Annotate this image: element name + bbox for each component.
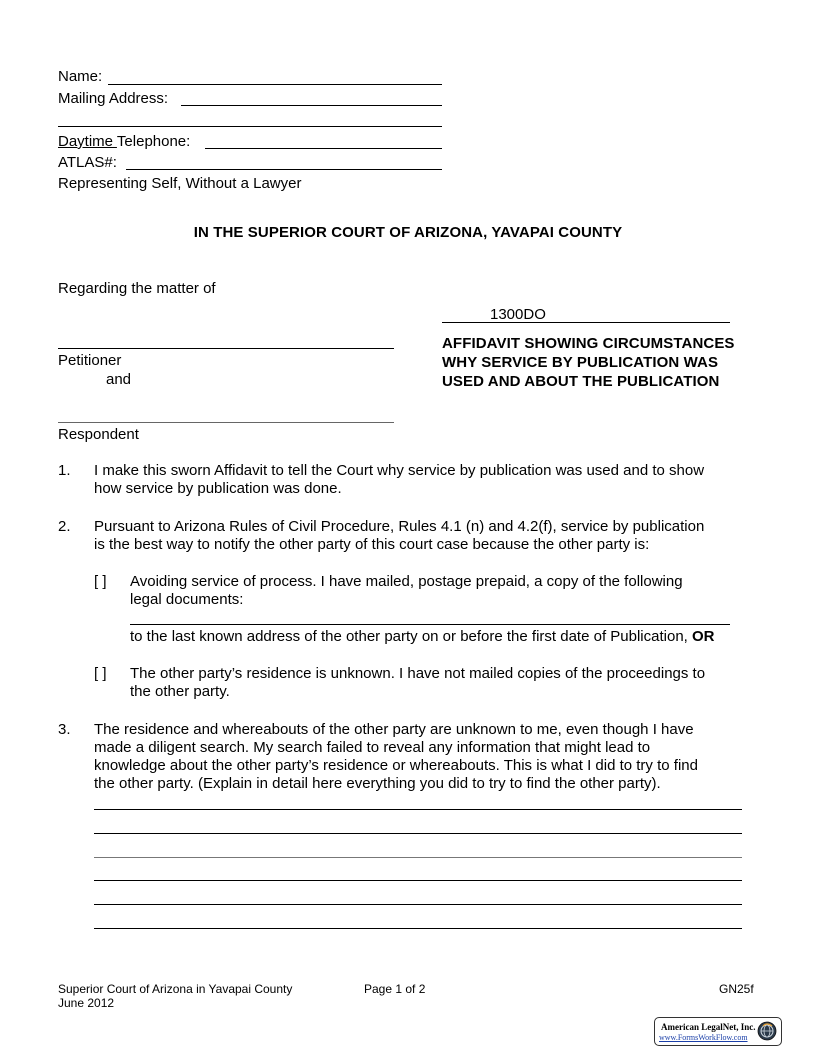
- mailing-address-field[interactable]: [181, 105, 442, 106]
- last-known-address-text: [130, 628, 715, 646]
- item-2-line: Pursuant to Arizona Rules of Civil Procedure, Rules 4.1 (n) and 4.2(f), service by publication: [94, 518, 705, 535]
- mailing-address-field-line2[interactable]: [58, 126, 442, 127]
- american-legalnet-badge[interactable]: [654, 1017, 782, 1046]
- petitioner-name-field[interactable]: [58, 348, 394, 349]
- atlas-label: ATLAS#:: [58, 154, 117, 171]
- option-avoiding-line: Avoiding service of process. I have mailed, postage prepaid, a copy of the following: [130, 573, 683, 590]
- badge-company-name: American LegalNet, Inc.: [661, 1022, 756, 1032]
- option-residence-unknown-line: the other party.: [130, 683, 230, 700]
- badge-url-link[interactable]: www.FormsWorkFlow.com: [659, 1033, 748, 1042]
- telephone-label-daytime: Daytime: [58, 133, 117, 150]
- footer-court-name: Superior Court of Arizona in Yavapai County: [58, 982, 293, 996]
- document-title-line: WHY SERVICE BY PUBLICATION WAS: [442, 354, 719, 371]
- item-2-line: is the best way to notify the other party of this court case because the other party is:: [94, 536, 650, 553]
- explanation-line[interactable]: [94, 833, 742, 834]
- legal-documents-field[interactable]: [130, 624, 730, 625]
- telephone-label-rest: Telephone:: [116, 133, 191, 150]
- document-title-line: AFFIDAVIT SHOWING CIRCUMSTANCES: [442, 335, 735, 352]
- item-1-number: 1.: [58, 462, 71, 479]
- atlas-field[interactable]: [126, 169, 442, 170]
- explanation-line[interactable]: [94, 880, 742, 881]
- respondent-label: Respondent: [58, 426, 139, 443]
- court-title: IN THE SUPERIOR COURT OF ARIZONA, YAVAPAI COUNTY: [193, 224, 623, 241]
- option-avoiding-checkbox[interactable]: [ ]: [94, 573, 107, 590]
- or-label: OR: [692, 628, 715, 645]
- option-residence-unknown-text: [130, 665, 705, 701]
- item-1-text: [94, 462, 704, 498]
- name-label: Name:: [58, 68, 103, 85]
- item-3-line: made a diligent search. My search failed to reveal any information that might lead to: [94, 739, 651, 756]
- footer-form-id: GN25f: [719, 982, 754, 996]
- respondent-name-field[interactable]: [58, 422, 394, 423]
- footer-page-number: Page 1 of 2: [364, 982, 426, 996]
- option-residence-unknown-checkbox[interactable]: [ ]: [94, 665, 107, 682]
- case-number-field[interactable]: [442, 322, 730, 323]
- explanation-line[interactable]: [94, 928, 742, 929]
- name-field[interactable]: [108, 84, 442, 85]
- explanation-line[interactable]: [94, 904, 742, 905]
- option-avoiding-line: legal documents:: [130, 591, 244, 608]
- item-1-line: I make this sworn Affidavit to tell the Court why service by publication was used and to show: [94, 462, 705, 479]
- explanation-line[interactable]: [94, 809, 742, 810]
- and-label: and: [106, 371, 132, 388]
- item-3-number: 3.: [58, 721, 71, 738]
- representing-self-text: Representing Self, Without a Lawyer: [58, 175, 302, 192]
- last-known-address-sentence: to the last known address of the other party on or before the first date of Publication,: [130, 628, 692, 645]
- option-avoiding-text: [130, 573, 683, 609]
- regarding-matter-label: Regarding the matter of: [58, 280, 216, 297]
- petitioner-label: Petitioner: [58, 352, 122, 369]
- telephone-label: [58, 133, 190, 151]
- item-2-text: [94, 518, 704, 554]
- document-title: [442, 334, 735, 391]
- mailing-address-label: Mailing Address:: [58, 90, 169, 107]
- option-residence-unknown-line: The other party’s residence is unknown. I have not mailed copies of the proceedings to: [130, 665, 706, 682]
- item-3-text: [94, 721, 698, 793]
- item-2-number: 2.: [58, 518, 71, 535]
- document-title-line: USED AND ABOUT THE PUBLICATION: [442, 373, 720, 390]
- item-3-line: knowledge about the other party’s residence or whereabouts. This is what I did to try to find: [94, 757, 698, 774]
- item-3-line: the other party. (Explain in detail here everything you did to try to find the other party).: [94, 775, 661, 792]
- footer-date: June 2012: [58, 996, 115, 1010]
- case-number: 1300DO: [490, 306, 546, 323]
- explanation-line[interactable]: [94, 857, 742, 858]
- globe-icon: [757, 1021, 777, 1041]
- item-3-line: The residence and whereabouts of the other party are unknown to me, even though I have: [94, 721, 694, 738]
- telephone-field[interactable]: [205, 148, 442, 149]
- item-1-line: how service by publication was done.: [94, 480, 342, 497]
